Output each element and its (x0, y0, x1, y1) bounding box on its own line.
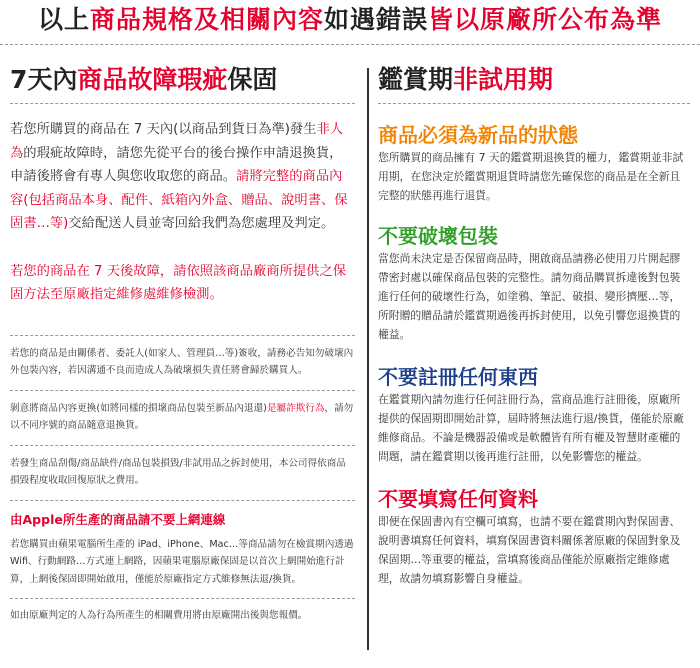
apple-notice-title: 由Apple所生產的商品請不要上網連線 (10, 511, 226, 527)
banner-divider (0, 44, 700, 45)
banner-text-4: 皆以原廠所公布為準 (428, 5, 663, 34)
banner-text-2: 商品規格及相關內容 (89, 5, 324, 34)
lead-non-human: 非人為 (10, 122, 344, 161)
warranty-heading (10, 60, 355, 104)
appreciation-period-column (378, 60, 690, 588)
rule-title: 商品必須為新品的狀態 (378, 123, 578, 147)
rule-no-register (378, 364, 690, 466)
lead-text-5: 交給配送人員並寄回給我們為您處理及判定。 (68, 216, 335, 231)
note-signer: 若您的商品是由關係者、委託人(如家人、管理員…等)簽收，請務必告知勿破壞內外包裝內容，若因溝通不良而造成人為破壞損失責任將會歸於購買人。 (10, 347, 354, 376)
lead-package-contents: 請將完整的商品內容(包括商品本身、配件、紙箱內外盒、贈品、說明書、保固書…等) (10, 169, 348, 231)
warranty-heading-2: 商品故障瑕疵 (77, 65, 228, 94)
note-fraud-text: 剝意將商品內容更換(如將同樣的損壞商品包裝至新品內退還) (10, 402, 267, 414)
rule-no-fill (378, 486, 690, 588)
warranty-lead (10, 118, 355, 236)
appreciation-heading-1: 鑑賞期 (378, 65, 454, 94)
column-divider (367, 68, 369, 650)
note-damage-fee: 若發生商品刮傷/商品缺件/商品包裝損毀/非試用品之拆封使用，本公司得依商品損毀程度收取回復原狀之費用。 (10, 457, 346, 486)
appreciation-heading-2: 非試用期 (453, 65, 554, 94)
top-banner (0, 0, 700, 40)
rule-no-damage (378, 223, 690, 344)
repair-fee-note: 如由原廠判定的人為行為所產生的相關費用將由原廠開出後與您報價。 (10, 610, 308, 621)
rule-title: 不要破壞包裝 (378, 224, 498, 248)
rule-body: 在鑑賞期內請勿進行任何註冊行為，當商品進行註冊後，原廠所提供的保固期即開始計算，屆時將無法進行退/換貨，僅能於原廠維修商品。不論是機器設備或是軟體皆有所有權及智慧財產權的問題，請在鑑賞期以後再進行註冊，以免影響您的權益。 (378, 393, 684, 463)
appreciation-heading (378, 60, 690, 104)
rule-title: 不要註冊任何東西 (378, 365, 538, 389)
apple-notice-body: 若您購買由蘋果電腦所生產的 iPad、iPhone、Mac…等商品請勿在檢賞期內透過 Wifi、行動網路…方式連上網路，因蘋果電腦原廠保固是以首次上網開始進行計算，上網後保固即開始啟用，僅能於原廠指定方式維修無法退/換貨。 (10, 538, 354, 585)
rule-body: 即便在保固書內有空欄可填寫，也請不要在鑑賞期內對保固書、說明書填寫任何資料，填寫保固書資料關係著原廠的保固對象及保固期…等重要的權益，當填寫後商品僅能於原廠指定維修處理，故請勿填寫影響自身權益。 (378, 515, 681, 585)
lead-text-1: 若您所購買的商品在 7 天內(以商品到貨日為準)發生 (10, 122, 317, 137)
note-fraud (10, 391, 355, 445)
rule-body: 當您尚未決定是否保留商品時，開啟商品請務必使用刀片開起膠帶密封處以確保商品包裝的完整性。請勿商品購買拆違後對包裝進行任何的破壞性行為，如塗鴉、筆記、破損、變形擠壓…等，所附贈的贈品請於鑑賞期過後再拆封使用，以免引響您退換貨的權益。 (378, 252, 681, 341)
banner-text-3: 如遇錯誤 (324, 5, 429, 34)
note-fraud-end: ，請勿以不同序號的商品隨意退換貨。 (10, 402, 354, 431)
lead-text-3: 的瑕疵故障時，請您先從平台的後台操作申請退換貨，申請後將會有專人與您收取您的商品。 (10, 145, 343, 184)
rule-title: 不要填寫任何資料 (378, 487, 538, 511)
note-fraud-red: 是屬詐欺行為 (266, 402, 325, 414)
after-7-days-warning: 若您的商品在 7 天後故障，請依照該商品廠商所提供之保固方法至原廠指定維修處維修檢測。 (10, 263, 347, 302)
banner-text-1: 以上 (37, 5, 90, 34)
warranty-heading-3: 保固 (227, 65, 278, 94)
rule-new-condition (378, 122, 690, 205)
rules-list (378, 122, 690, 588)
rule-body: 您所購買的商品擁有 7 天的鑑賞期退換貨的權力，鑑賞期並非試用期，在您決定於鑑賞期退貨時請您先確保您的商品是在全新且完整的狀態再進行退貨。 (378, 151, 684, 202)
warranty-column (10, 60, 355, 625)
warranty-heading-1: 7天內 (10, 65, 78, 94)
